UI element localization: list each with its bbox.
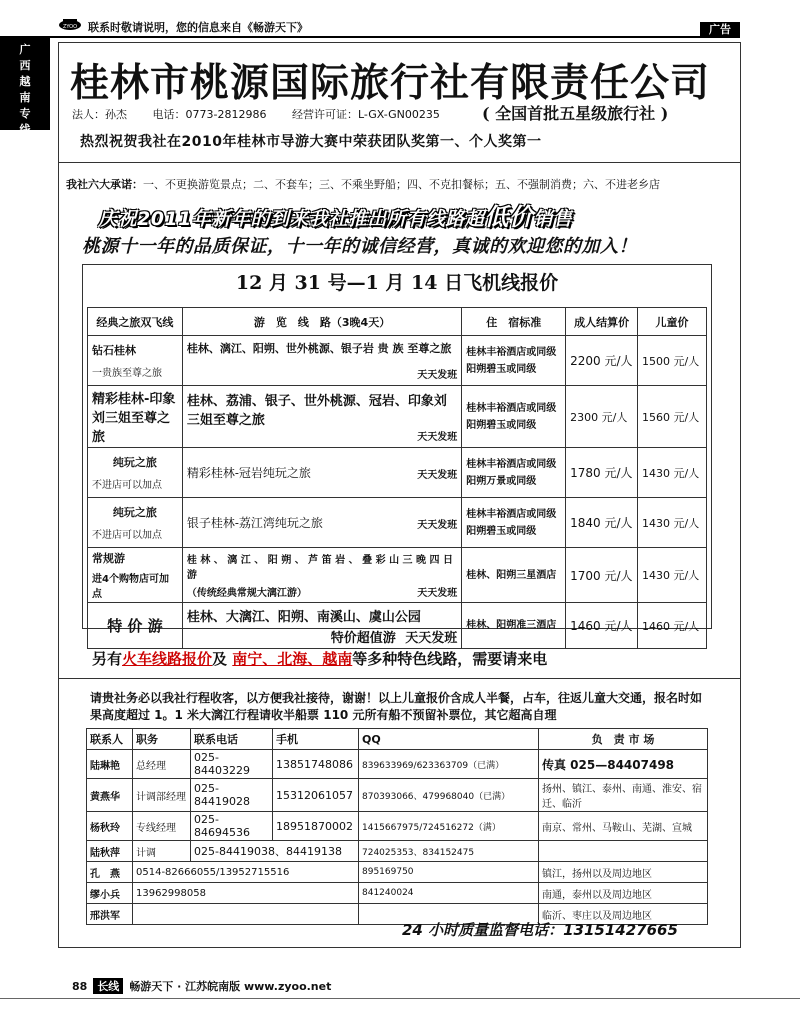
table-row <box>87 883 708 904</box>
page-footer <box>72 978 331 994</box>
divider <box>58 678 741 679</box>
fax-number: 传真 025—84407498 <box>539 750 708 779</box>
child-price: 1430 元/人 <box>638 548 707 603</box>
contact-tel: 13962998058 <box>133 883 359 904</box>
contact-market: 南京、常州、马鞍山、芜湖、宣城 <box>539 812 708 841</box>
regions-link: 南宁、北海、越南 <box>232 650 353 668</box>
hotel-line: 阳朔万景或同级 <box>466 475 537 487</box>
hotel-line: 桂林丰裕酒店或同级 <box>466 508 557 520</box>
itinerary-cell <box>182 386 461 448</box>
company-name: 桂林市桃源国际旅行社有限责任公司 <box>70 60 711 106</box>
itinerary: 桂林、大漓江、阳朔、南溪山、虞山公园 <box>186 609 421 625</box>
contact-market: 扬州、镇江、泰州、南通、淮安、宿迁、临沂 <box>539 779 708 812</box>
price-table <box>87 307 707 649</box>
schedule: 天天发班 <box>417 520 458 531</box>
route-cell <box>88 548 183 603</box>
itinerary-cell <box>182 548 461 603</box>
itinerary-cell <box>182 336 461 386</box>
itinerary-cell <box>182 603 461 649</box>
train-line-link: 火车线路报价 <box>122 650 213 668</box>
table-row <box>87 812 708 841</box>
price-header-row <box>88 308 707 336</box>
magazine-logo-icon <box>58 17 82 31</box>
booking-notice <box>90 690 710 724</box>
table-row <box>87 862 708 883</box>
route-cell <box>88 498 183 548</box>
hotel-line: 阳朔碧玉或同级 <box>466 525 537 537</box>
price-box <box>82 264 712 646</box>
promo-text: 庆祝2011年新年的到来我社推出所有线路超 <box>98 208 485 230</box>
side-tab <box>0 38 50 136</box>
hotel-cell <box>462 386 566 448</box>
route-cell <box>88 603 183 649</box>
hotel-line: 阳朔碧玉或同级 <box>466 419 537 431</box>
contact-qq: 841240024 <box>359 883 539 904</box>
contact-tel: 025-84694536 <box>191 812 273 841</box>
price-title: 12 月 31 号—1 月 14 日飞机线报价 <box>235 272 559 294</box>
route-name: 钻石桂林 <box>92 344 136 357</box>
promo-lowprice: 低价 <box>484 203 534 231</box>
page-number: 88 <box>72 980 88 993</box>
table-row <box>87 841 708 862</box>
itinerary-note: 特价超值游 <box>330 630 396 646</box>
contact-qq: 895169750 <box>359 862 539 883</box>
hotel-line: 桂林丰裕酒店或同级 <box>466 402 557 414</box>
source-note: 联系时敬请说明，您的信息来自《畅游天下》 <box>88 21 308 34</box>
itinerary: 精彩桂林-冠岩纯玩之旅 <box>186 466 311 480</box>
contact-name: 陆琳艳 <box>87 750 133 779</box>
schedule: 天天发班 <box>417 432 458 443</box>
hotel-cell <box>462 498 566 548</box>
notice-text: 请贵社务必以我社行程收客，以方便我社接待，谢谢！以上儿童报价含成人半餐，占车，往返儿童大交通，报名时如果高度超过 1。1 米大漓江行程请收半船票 110 元所有船不预留补票位，其它超高自理 <box>90 691 703 722</box>
contact-title: 总经理 <box>133 750 191 779</box>
side-tab-char: 专 <box>19 107 31 120</box>
col-header: 负 责 市 场 <box>539 729 708 750</box>
hotel-cell <box>462 336 566 386</box>
other-text: 及 <box>212 650 228 668</box>
side-tab-char: 线 <box>19 123 31 136</box>
col-header: 联系电话 <box>191 729 273 750</box>
child-price: 1560 元/人 <box>638 386 707 448</box>
contact-name: 杨秋玲 <box>87 812 133 841</box>
hotel-line: 桂林、阳朔准三酒店 <box>466 620 557 631</box>
contact-tel: 0514-82666055/13952715516 <box>133 862 359 883</box>
company-info <box>72 106 462 122</box>
other-text: 另有 <box>92 650 123 668</box>
contact-title: 计调部经理 <box>133 779 191 812</box>
promo-subline: 桃源十一年的品质保证，十一年的诚信经营，真诚的欢迎您的加入！ <box>82 236 637 257</box>
bottom-rule <box>0 998 800 999</box>
contact-title: 计调 <box>133 841 191 862</box>
schedule: 天天发班 <box>417 588 458 599</box>
child-price: 1500 元/人 <box>638 336 707 386</box>
congrats-line: 热烈祝贺我社在2010年桂林市导游大赛中荣获团队奖第一、个人奖第一 <box>80 134 542 150</box>
contact-name: 黄燕华 <box>87 779 133 812</box>
table-row <box>88 386 707 448</box>
child-price: 1430 元/人 <box>638 498 707 548</box>
table-row <box>88 336 707 386</box>
contact-name: 邢洪军 <box>87 904 133 925</box>
route-sub: 一贵族至尊之旅 <box>92 368 162 379</box>
route-cell <box>88 386 183 448</box>
col-header: 成人结算价 <box>566 308 638 336</box>
contact-tel: 025-84419028 <box>191 779 273 812</box>
adult-price: 2200 元/人 <box>566 336 638 386</box>
route-sub: 不进店可以加点 <box>92 480 162 491</box>
footer-text: 畅游天下 · 江苏皖南版 www.zyoo.net <box>129 980 332 993</box>
hotel-line: 桂林丰裕酒店或同级 <box>466 458 557 470</box>
route-name: 特 价 游 <box>107 617 163 635</box>
contact-market: 镇江，扬州以及周边地区 <box>539 862 708 883</box>
col-header: 职务 <box>133 729 191 750</box>
table-row <box>88 603 707 649</box>
contact-qq: 724025353、834152475 <box>359 841 539 862</box>
top-rule <box>0 36 700 38</box>
itinerary-cell <box>182 448 461 498</box>
col-header: 手机 <box>273 729 359 750</box>
svg-text:ZYOO: ZYOO <box>62 24 78 30</box>
contact-mobile: 18951870002 <box>273 812 359 841</box>
hotel-line: 桂林丰裕酒店或同级 <box>466 346 557 358</box>
company-phone: 电话：0773-2812986 <box>152 108 267 121</box>
promises-text: 一、不更换游览景点；二、不套车；三、不乘坐野船；四、不克扣餐标；五、不强制消费；六、不进老乡店 <box>143 178 660 191</box>
contact-name: 陆秋萍 <box>87 841 133 862</box>
contacts-table <box>86 728 708 925</box>
contact-qq: 839633969/623363709（已满） <box>359 750 539 779</box>
promises-label: 我社六大承诺： <box>66 178 143 191</box>
table-row <box>87 779 708 812</box>
contact-name: 缪小兵 <box>87 883 133 904</box>
hotel-cell <box>462 448 566 498</box>
adult-price: 2300 元/人 <box>566 386 638 448</box>
route-name: 精彩桂林-印象刘三姐至尊之旅 <box>92 392 176 445</box>
schedule: 天天发班 <box>405 630 458 646</box>
table-row <box>88 448 707 498</box>
itinerary: 桂林、漓江、阳朔、世外桃源、银子岩 贵 族 至尊之旅 <box>186 342 452 355</box>
contact-name: 孔 燕 <box>87 862 133 883</box>
contact-tel: 025-84419038、84419138 <box>191 841 359 862</box>
section-badge: 长线 <box>93 978 123 994</box>
promises-line <box>66 176 660 192</box>
promo-text-end: 销售 <box>533 208 573 230</box>
itinerary: 银子桂林-荔江湾纯玩之旅 <box>186 516 323 530</box>
child-price: 1460 元/人 <box>638 603 707 649</box>
side-tab-char: 西 <box>19 59 31 72</box>
contact-title: 专线经理 <box>133 812 191 841</box>
side-tab-char: 越 <box>19 75 31 88</box>
business-license: 经营许可证：L-GX-GN00235 <box>291 108 440 121</box>
contact-tel <box>133 904 359 925</box>
route-cell <box>88 448 183 498</box>
adult-price: 1780 元/人 <box>566 448 638 498</box>
contact-market: 临沂、枣庄以及周边地区 <box>539 904 708 925</box>
contacts-header-row <box>87 729 708 750</box>
quality-hotline: 24 小时质量监督电话：13151427665 <box>402 921 678 939</box>
route-name: 纯玩之旅 <box>112 506 157 519</box>
itinerary-note: （传统经典常规大漓江游） <box>186 588 307 599</box>
col-header: 游 览 线 路（3晚4天） <box>182 308 461 336</box>
route-name: 纯玩之旅 <box>112 456 157 469</box>
route-name: 常规游 <box>92 552 125 565</box>
hotel-line: 阳朔碧玉或同级 <box>466 363 537 375</box>
adult-price: 1460 元/人 <box>566 603 638 649</box>
contact-mobile: 15312061057 <box>273 779 359 812</box>
col-header: QQ <box>359 729 539 750</box>
itinerary: 桂 林 、 漓 江 、 阳 朔 、 芦 笛 岩 、 叠 彩 山 三 晚 四 日 游 <box>186 555 453 581</box>
col-header: 住 宿标准 <box>462 308 566 336</box>
adult-price: 1840 元/人 <box>566 498 638 548</box>
itinerary: 桂林、荔浦、银子、世外桃源、冠岩、印象刘三姐至尊之旅 <box>186 394 447 428</box>
promo-headline <box>98 197 718 232</box>
col-header: 经典之旅双飞线 <box>88 308 183 336</box>
schedule: 天天发班 <box>417 470 458 481</box>
hotel-line: 桂林、阳朔三星酒店 <box>466 569 557 581</box>
route-sub: 进4个购物店可加点 <box>92 574 169 600</box>
top-bar <box>0 0 800 42</box>
child-price: 1430 元/人 <box>638 448 707 498</box>
contact-qq: 870393066、479968040（已满） <box>359 779 539 812</box>
side-tab-char: 南 <box>19 91 31 104</box>
other-lines <box>92 648 547 669</box>
contact-qq: 1415667975/724516272（满） <box>359 812 539 841</box>
other-text: 等多种特色线路，需要请来电 <box>352 650 548 668</box>
contact-market: 南通，泰州以及周边地区 <box>539 883 708 904</box>
col-header: 儿童价 <box>638 308 707 336</box>
hotel-cell <box>462 603 566 649</box>
table-row <box>87 750 708 779</box>
agency-rating: ( 全国首批五星级旅行社 ) <box>482 104 669 123</box>
schedule: 天天发班 <box>417 370 458 381</box>
legal-person: 法人：孙杰 <box>72 108 127 121</box>
route-cell <box>88 336 183 386</box>
contact-mobile: 13851748086 <box>273 750 359 779</box>
ad-tag: 广告 <box>700 22 740 38</box>
divider <box>58 162 741 163</box>
adult-price: 1700 元/人 <box>566 548 638 603</box>
table-row <box>88 498 707 548</box>
itinerary-cell <box>182 498 461 548</box>
contact-tel: 025-84403229 <box>191 750 273 779</box>
hotel-cell <box>462 548 566 603</box>
side-tab-char: 广 <box>19 43 31 56</box>
route-sub: 不进店可以加点 <box>92 530 162 541</box>
contact-market <box>539 841 708 862</box>
col-header: 联系人 <box>87 729 133 750</box>
table-row <box>88 548 707 603</box>
